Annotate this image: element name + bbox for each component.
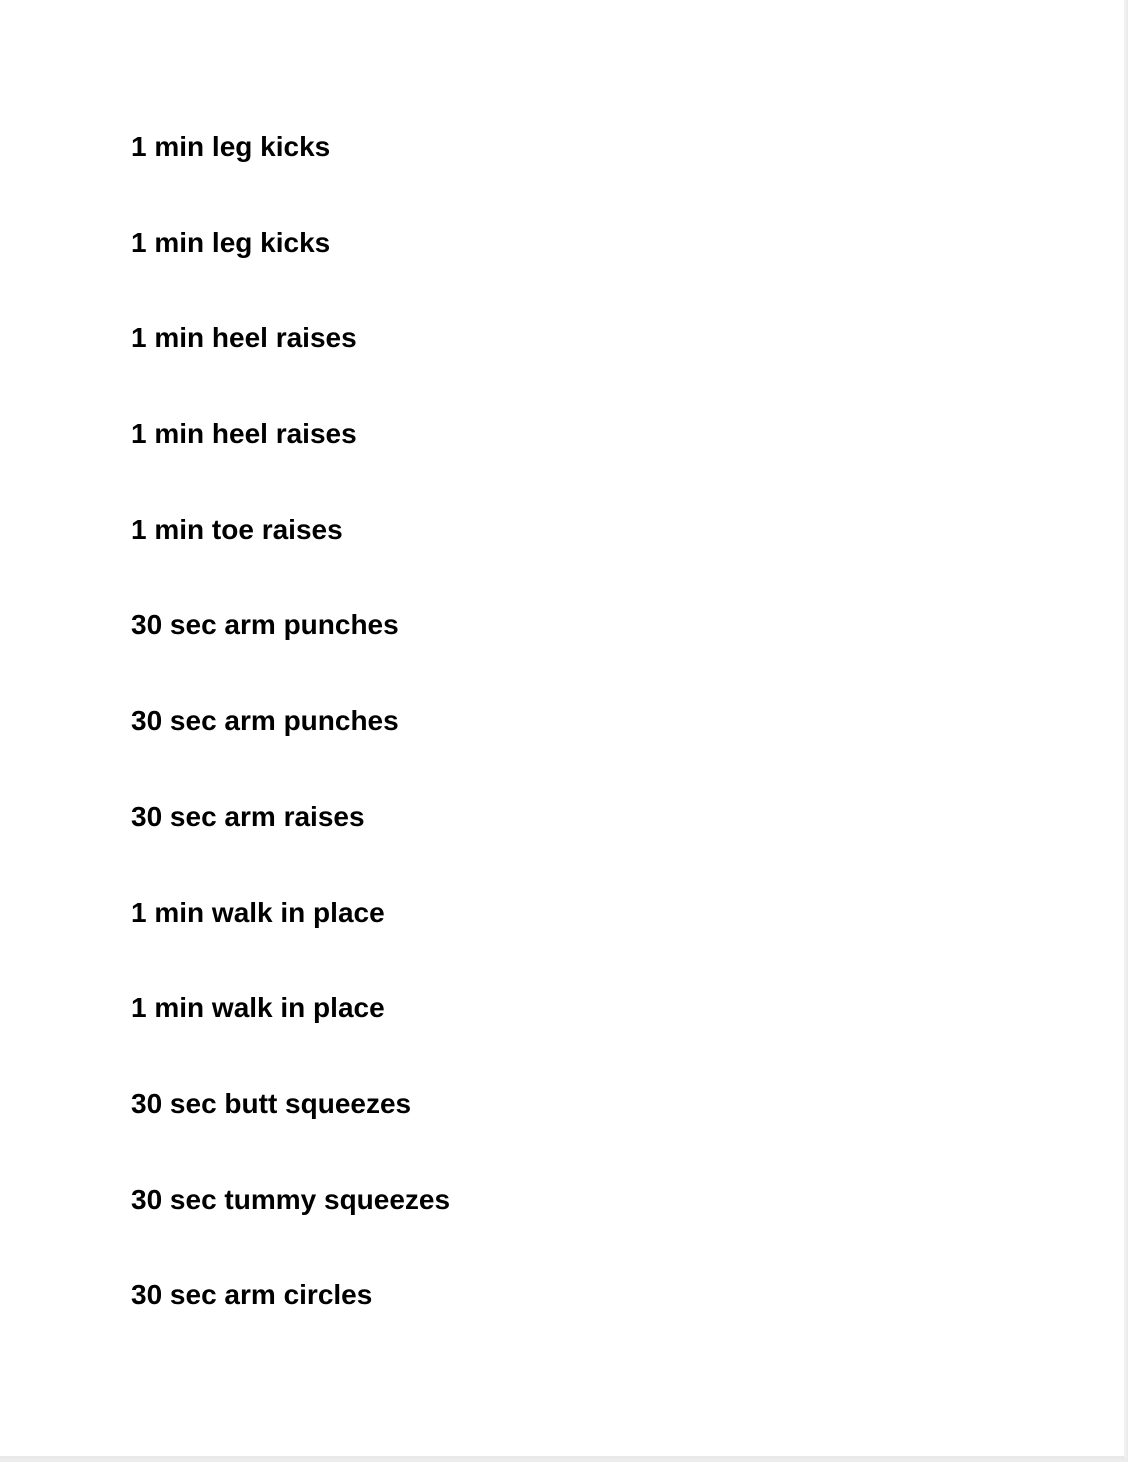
list-item: 1 min toe raises	[131, 513, 343, 545]
list-item: 1 min walk in place	[131, 992, 385, 1024]
list-item: 1 min leg kicks	[131, 131, 331, 162]
list-item: 1 min heel raises	[131, 322, 357, 354]
list-item: 30 sec butt squeezes	[131, 1087, 412, 1119]
exercise-list	[131, 128, 450, 1372]
list-item: 30 sec arm raises	[131, 800, 365, 832]
list-item: 30 sec tummy squeezes	[131, 1183, 451, 1215]
list-item: 30 sec arm punches	[131, 705, 399, 737]
list-item: 1 min leg kicks	[131, 226, 331, 258]
list-item: 30 sec arm punches	[131, 609, 399, 641]
list-item: 1 min walk in place	[131, 896, 385, 928]
list-item: 1 min heel raises	[131, 418, 357, 450]
list-item: 30 sec arm circles	[131, 1279, 373, 1311]
